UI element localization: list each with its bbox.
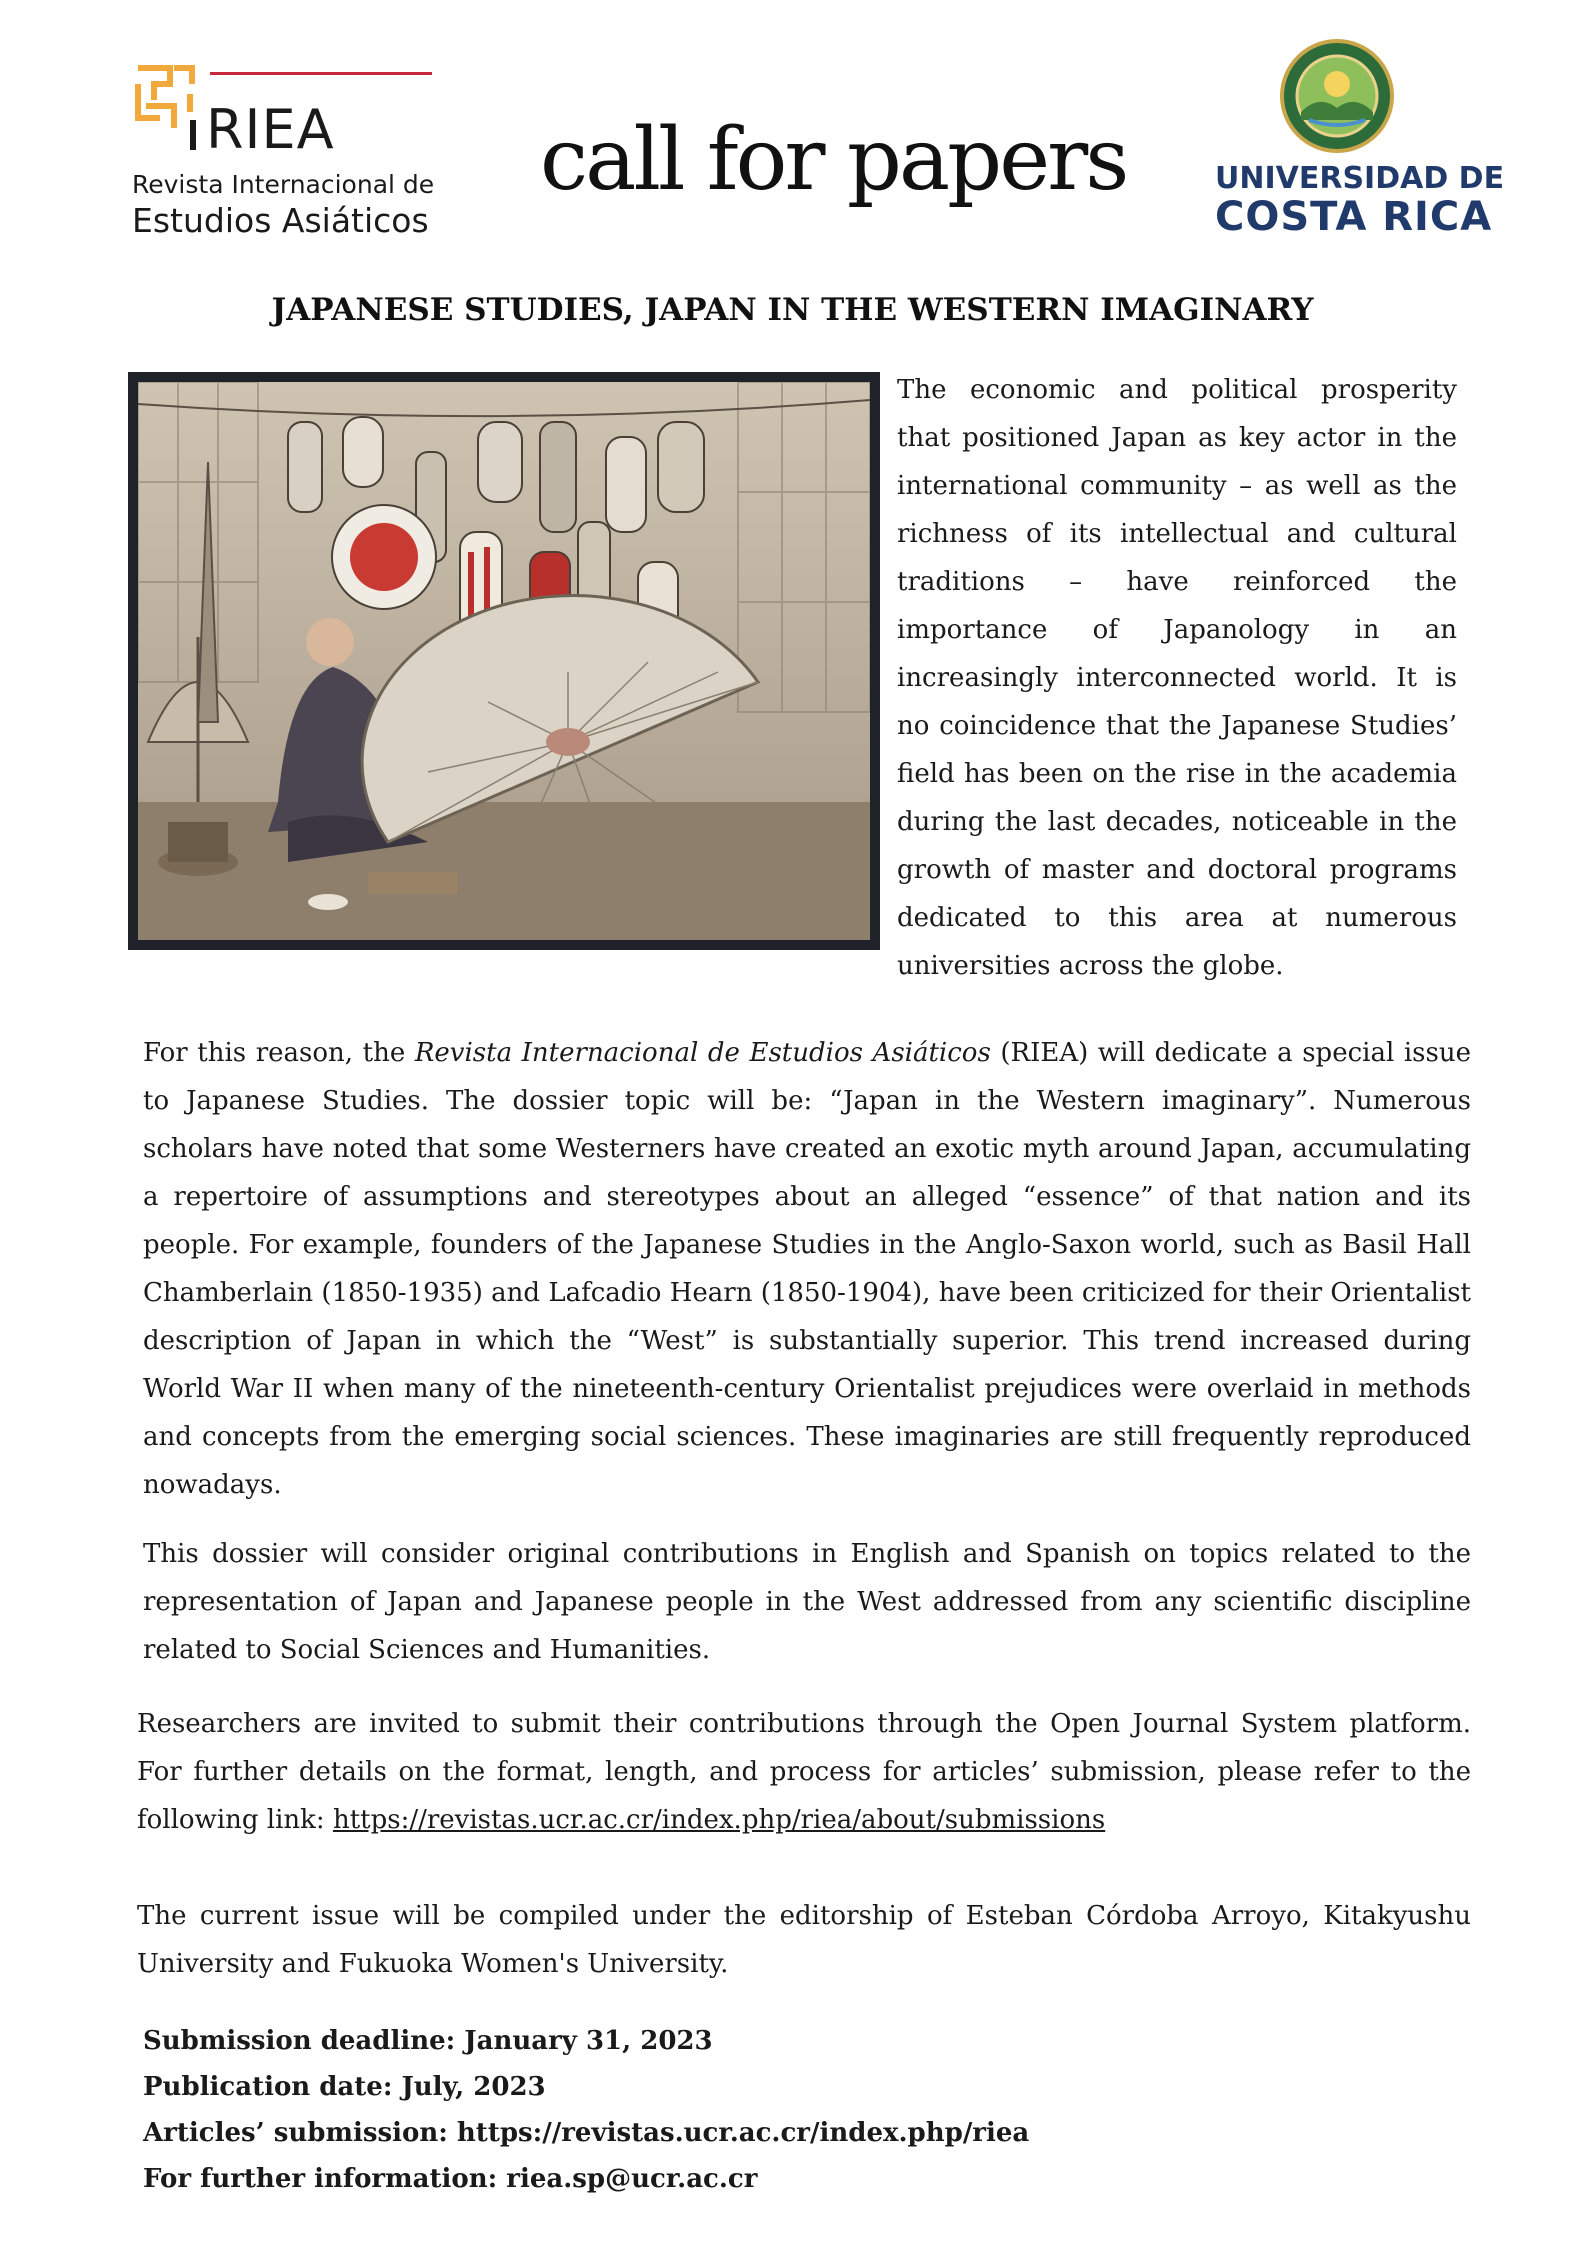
riea-subtitle-line2: Estudios Asiáticos bbox=[132, 201, 429, 240]
contact-email: For further information: riea.sp@ucr.ac.cr bbox=[143, 2164, 758, 2194]
paragraph-dossier-scope: This dossier will consider original contributions in English and Spanish on topics related to the representation of Japan and Japanese people in the West addressed from any scientific discipline related to Social Sciences and Humanities. bbox=[143, 1539, 1471, 1665]
riea-rule bbox=[210, 72, 432, 75]
riea-logo bbox=[130, 58, 440, 238]
umbrella-maker-illustration bbox=[138, 382, 870, 940]
paragraph-3-text: Researchers are invited to submit their contributions through the Open Journal System platform. For further details on the format, length, and process for articles’ submission, please refer to the following link: bbox=[137, 1709, 1471, 1835]
ucr-name-line2: COSTA RICA bbox=[1215, 194, 1493, 240]
intro-paragraph: The economic and political prosperity that positioned Japan as key actor in the international community – as well as the richness of its intellectual and cultural traditions – have reinforced the importance of Japanology in an increasingly interconnected world. It is no coincidence that the Japanese Studies’ field has been on the rise in the academia during the last decades, noticeable in the growth of master and doctoral programs dedicated to this area at numerous universities across the globe. bbox=[897, 375, 1457, 981]
publication-date: Publication date: July, 2023 bbox=[143, 2072, 546, 2102]
paragraph-submission-instructions bbox=[137, 1700, 1471, 1844]
riea-fret-icon bbox=[130, 58, 202, 154]
submission-deadline: Submission deadline: January 31, 2023 bbox=[143, 2026, 713, 2056]
paragraph-riea-special-issue bbox=[143, 1029, 1471, 1509]
paragraph-1-before: For this reason, the bbox=[143, 1038, 415, 1068]
ucr-logo bbox=[1215, 38, 1505, 240]
riea-subtitle-line1: Revista Internacional de bbox=[132, 170, 435, 199]
submissions-link[interactable]: https://revistas.ucr.ac.cr/index.php/riea/about/submissions bbox=[332, 1805, 1106, 1835]
page-title: call for papers bbox=[540, 110, 1127, 210]
riea-acronym: RIEA bbox=[206, 98, 335, 161]
paragraph-editorship: The current issue will be compiled under the editorship of Esteban Córdoba Arroyo, Kitakyushu University and Fukuoka Women's University. bbox=[137, 1901, 1471, 1979]
key-details bbox=[143, 2018, 1443, 2202]
ucr-seal-icon bbox=[1279, 38, 1395, 154]
umbrella-maker-photo bbox=[128, 372, 880, 950]
ucr-name-line1: UNIVERSIDAD DE bbox=[1215, 161, 1505, 196]
section-heading: JAPANESE STUDIES, JAPAN IN THE WESTERN IMAGINARY bbox=[271, 292, 1314, 328]
paragraph-1-after: (RIEA) will dedicate a special issue to Japanese Studies. The dossier topic will be: “Japan in the Western imaginary”. Numerous scholars have noted that some Westerners have created an exotic myth around Japan, accumulating a repertoire of assumptions and stereotypes about an alleged “essence” of that nation and its people. For example, founders of the Japanese Studies in the Anglo-Saxon world, such as Basil Hall Chamberlain (1850-1935) and Lafcadio Hearn (1850-1904), have been criticized for their Orientalist description of Japan in which the “West” is substantially superior. This trend increased during World War II when many of the nineteenth-century Orientalist prejudices were overlaid in methods and concepts from the emerging social sciences. These imaginaries are still frequently reproduced nowadays. bbox=[143, 1038, 1471, 1500]
journal-name: Revista Internacional de Estudios Asiáticos bbox=[414, 1038, 991, 1068]
articles-submission-url: Articles’ submission: https://revistas.ucr.ac.cr/index.php/riea bbox=[143, 2118, 1030, 2148]
